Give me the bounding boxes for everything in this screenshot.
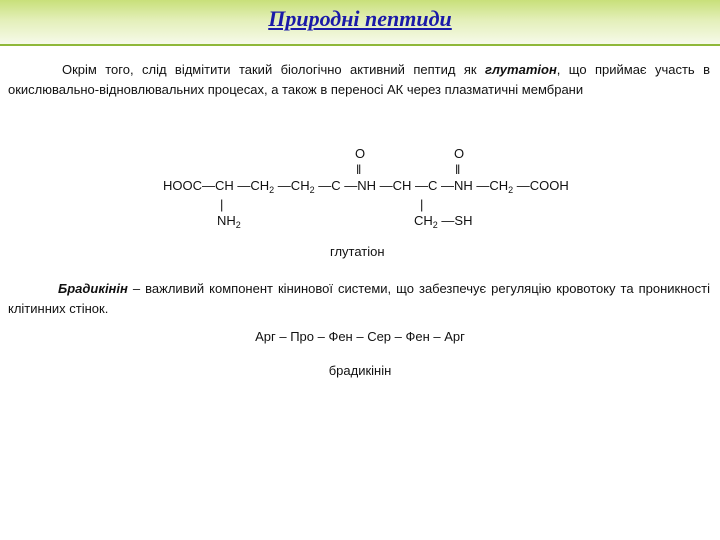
page-title: Природні пептиди [268, 6, 452, 31]
nh2-text: NH [217, 213, 236, 228]
title-bar [0, 0, 720, 46]
ch2sh-sub: 2 [432, 220, 438, 230]
chain-part-4: —COOH [513, 178, 569, 193]
glutathione-paragraph [8, 60, 710, 100]
ch2sh-group [414, 213, 472, 233]
chain-part-3: —C —NH —CH —C —NH —CH [314, 178, 509, 193]
chain-sub-1: 2 [269, 185, 275, 195]
bradykinin-sequence: Арг – Про – Фен – Сер – Фен – Арг [255, 329, 465, 344]
nh2-sub: 2 [235, 220, 241, 230]
paragraph1-lead: Окрім того, слід відмітити такий біологічно активний пептид як [62, 62, 485, 77]
bradykinin-caption: брадикінін [328, 363, 392, 378]
glutathione-term: глутатіон [484, 62, 557, 77]
bond-left: | [220, 197, 224, 212]
paragraph2-rest: – важливий компонент кінинової системи, що забезпечує регуляцію кровотоку та проникності клітинних стінок. [8, 281, 710, 316]
chain-sub-2: 2 [309, 185, 315, 195]
double-bond-1: ‖ [356, 162, 362, 177]
bradykinin-term: Брадикінін [58, 281, 128, 296]
formula-main-chain [163, 178, 569, 198]
bradykinin-paragraph [8, 279, 710, 319]
oxygen-1: O [355, 146, 366, 161]
paragraph1-rest: , що приймає участь в окислювально-відновлювальних процесах, а також в переносі АК через плазматичні мембрани [8, 62, 710, 97]
chain-part-1: HOOC—CH —CH [163, 178, 270, 193]
chain-sub-3: 2 [508, 185, 514, 195]
glutathione-caption: глутатіон [330, 244, 385, 259]
nh2-group [217, 213, 241, 233]
ch2sh-tail: —SH [437, 213, 473, 228]
oxygen-2: O [454, 146, 465, 161]
chain-part-2: —CH [274, 178, 310, 193]
double-bond-2: ‖ [455, 162, 461, 177]
ch2sh-text: CH [414, 213, 433, 228]
bond-right: | [420, 197, 424, 212]
